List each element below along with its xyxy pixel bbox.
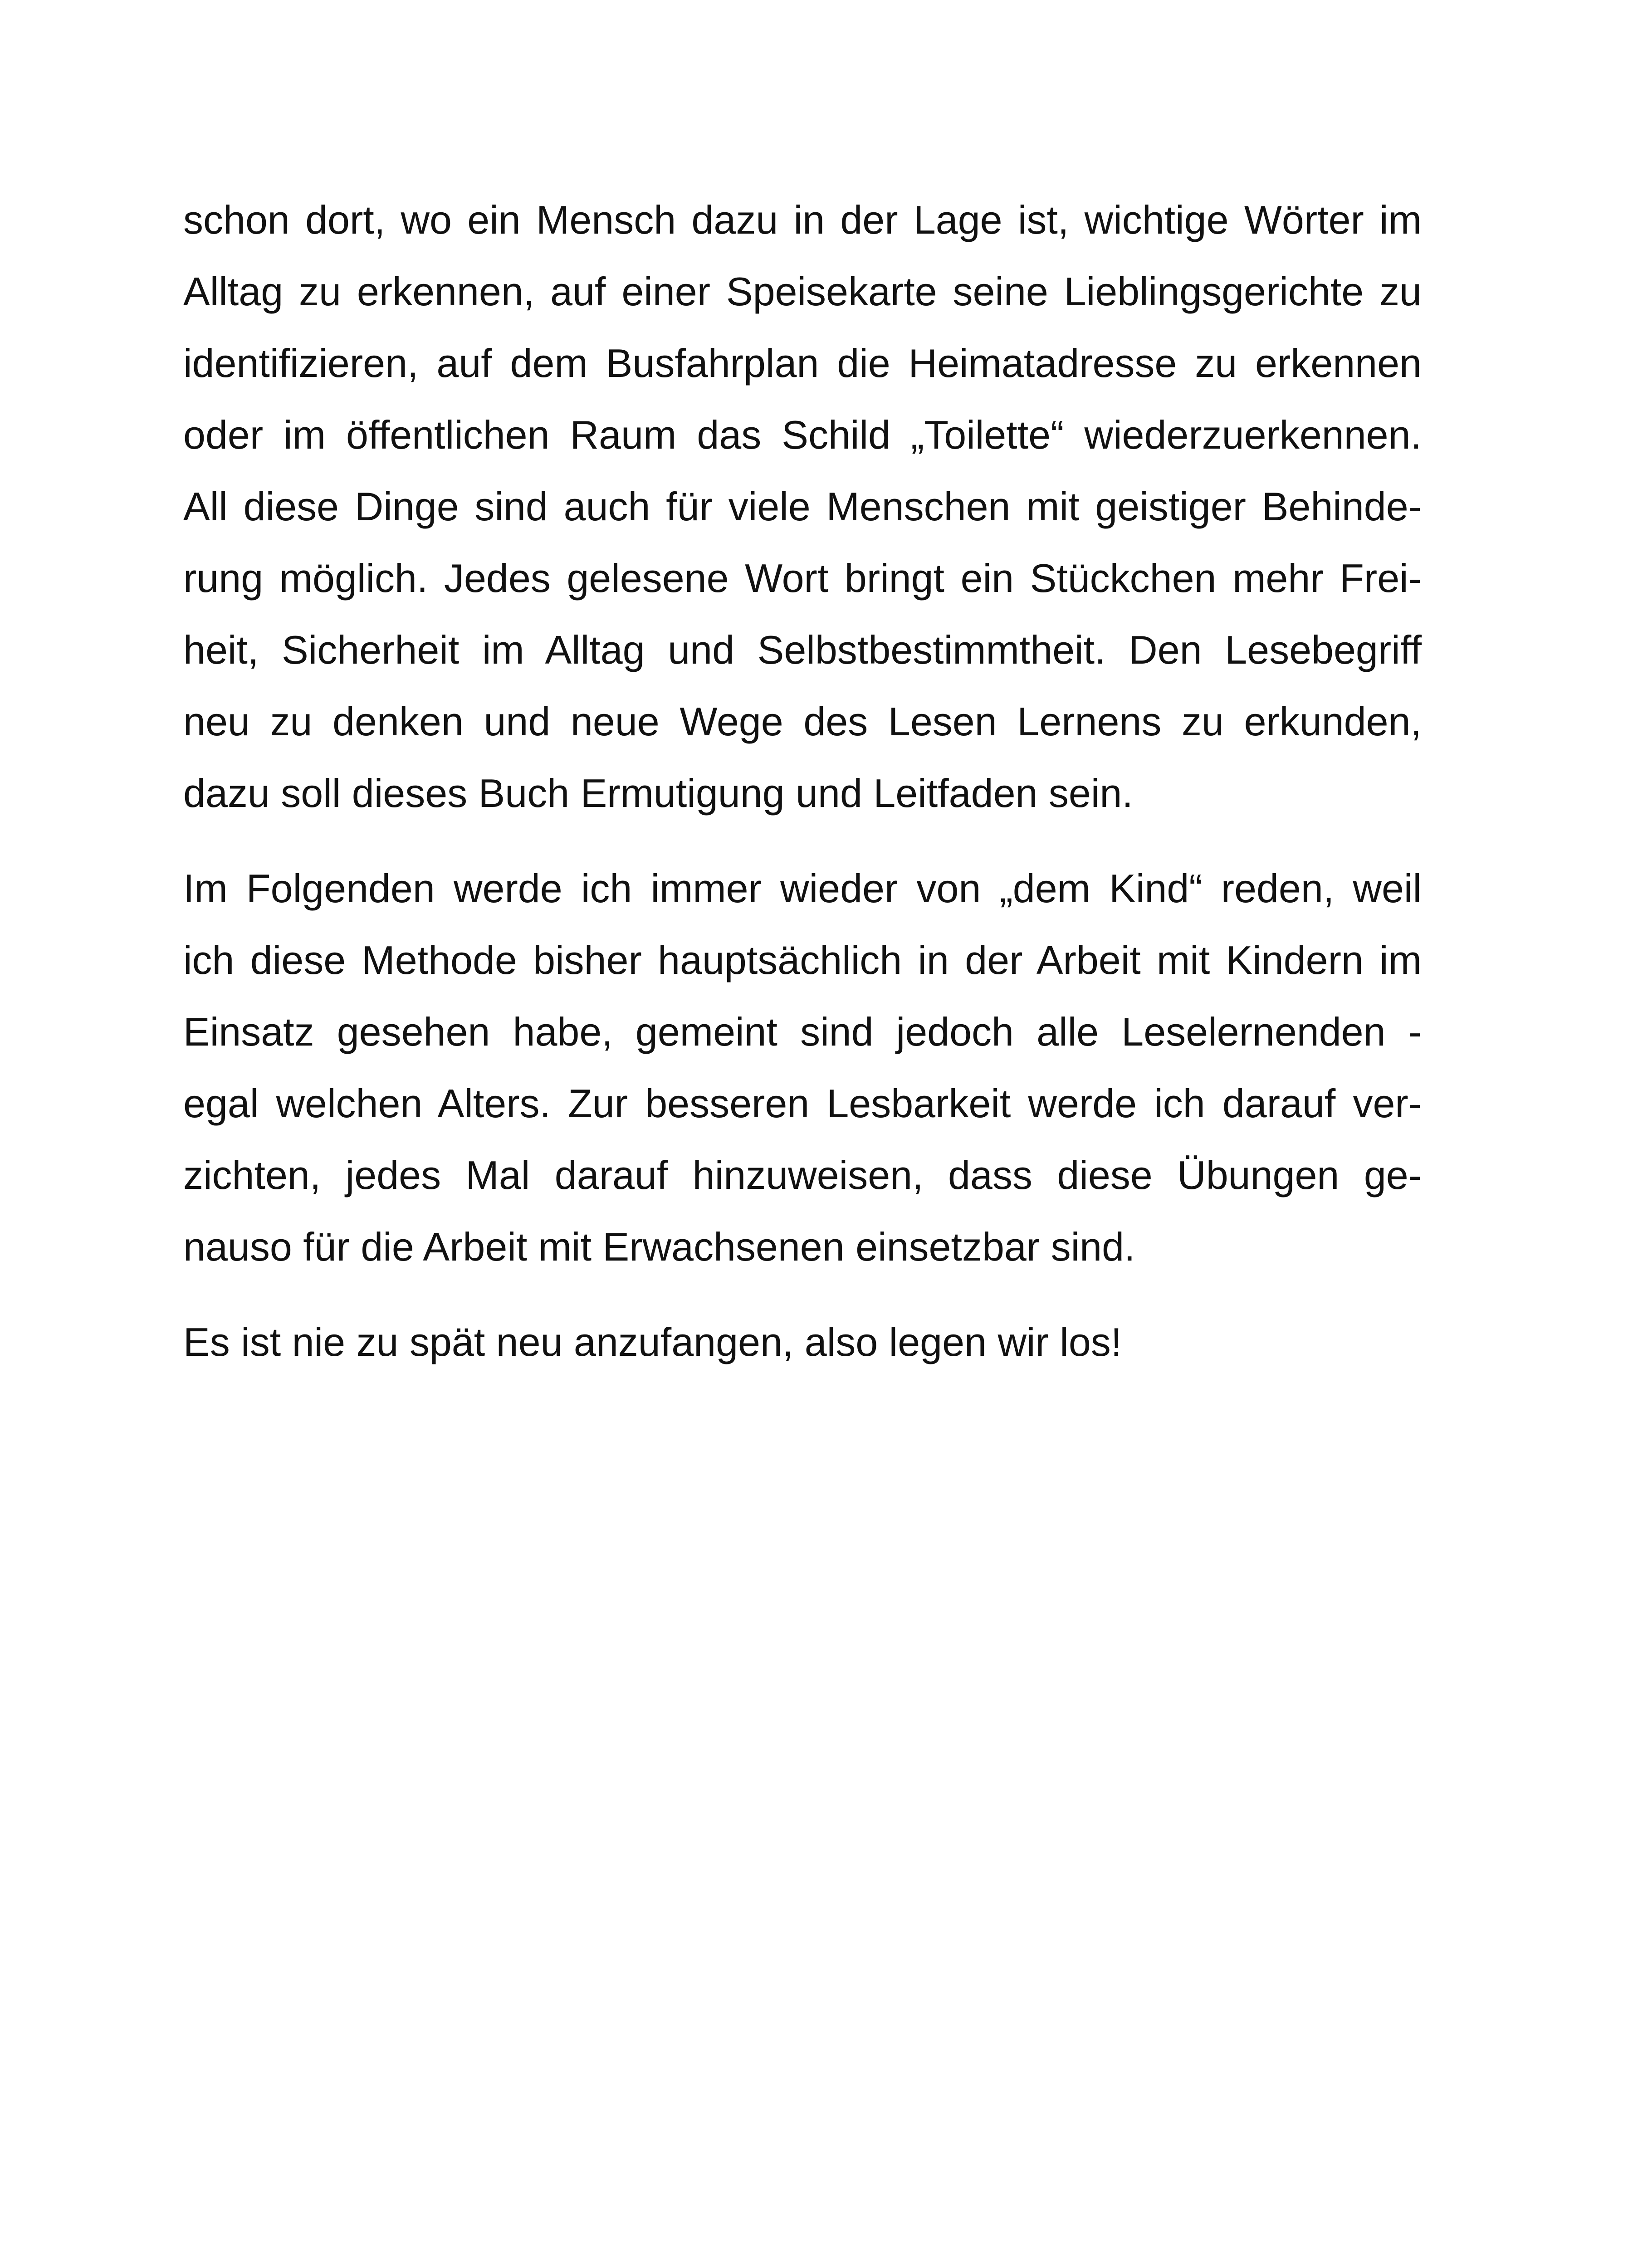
text-line: All diese Dinge sind auch für viele Menschen mit geistiger Behinde-: [183, 484, 1422, 529]
text-line: zichten, jedes Mal darauf hinzuweisen, dass diese Übungen ge-: [183, 1153, 1422, 1198]
text-line: Es ist nie zu spät neu anzufangen, also legen wir los!: [183, 1320, 1122, 1364]
text-line: rung möglich. Jedes gelesene Wort bringt ein Stückchen mehr Frei-: [183, 556, 1422, 601]
text-line: identifizieren, auf dem Busfahrplan die Heimatadresse zu erkennen: [183, 341, 1422, 386]
paragraph-3: [183, 1306, 1422, 1378]
text-line: heit, Sicherheit im Alltag und Selbstbestimmtheit. Den Lesebegriff: [183, 627, 1422, 672]
text-line: neu zu denken und neue Wege des Lesen Lernens zu erkunden,: [183, 699, 1422, 744]
text-line: dazu soll dieses Buch Ermutigung und Leitfaden sein.: [183, 771, 1133, 816]
text-line: Alltag zu erkennen, auf einer Speisekarte seine Lieblingsgerichte zu: [183, 269, 1422, 314]
paragraph-1: [183, 184, 1422, 829]
paragraph-spacing: [183, 1283, 1422, 1306]
paragraph-spacing: [183, 829, 1422, 853]
text-line: nauso für die Arbeit mit Erwachsenen einsetzbar sind.: [183, 1224, 1135, 1269]
text-line: egal welchen Alters. Zur besseren Lesbarkeit werde ich darauf ver-: [183, 1081, 1422, 1126]
text-line: Im Folgenden werde ich immer wieder von „dem Kind“ reden, weil: [183, 866, 1422, 911]
text-line: Einsatz gesehen habe, gemeint sind jedoch alle Leselernenden -: [183, 1009, 1422, 1054]
text-line: ich diese Methode bisher hauptsächlich in der Arbeit mit Kindern im: [183, 938, 1422, 982]
text-line: schon dort, wo ein Mensch dazu in der Lage ist, wichtige Wörter im: [183, 197, 1422, 242]
paragraph-2: [183, 853, 1422, 1283]
body-text: [183, 184, 1422, 1378]
text-line: oder im öffentlichen Raum das Schild „Toilette“ wiederzuerkennen.: [183, 412, 1422, 457]
